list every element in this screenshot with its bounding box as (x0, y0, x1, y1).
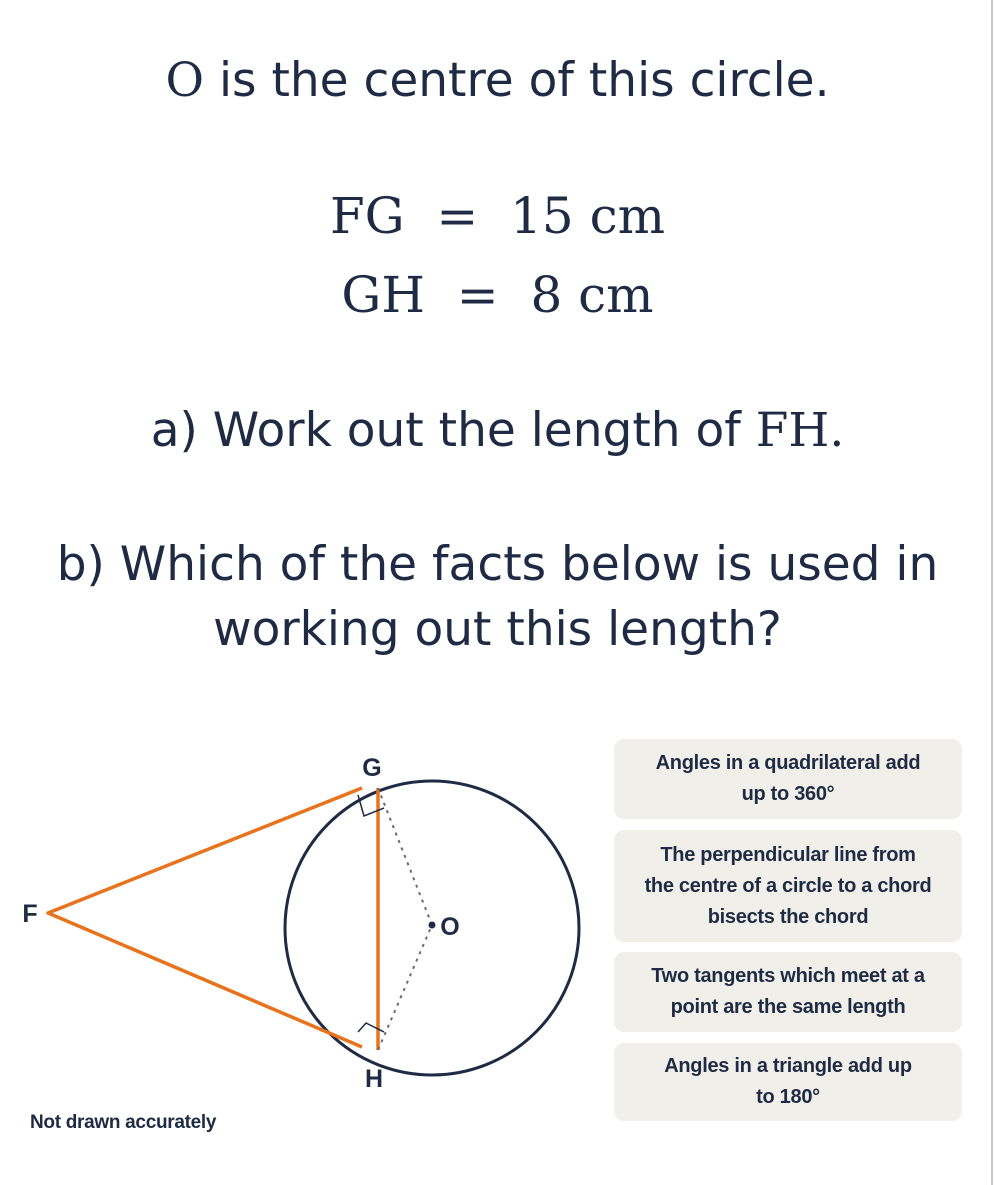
equation-fg-lhs: FG (329, 187, 405, 245)
option-line: the centre of a circle to a chord (644, 874, 932, 897)
equation-fg-unit: cm (589, 187, 666, 245)
label-o: O (440, 913, 460, 941)
right-angle-marker-h (358, 1023, 384, 1032)
equation-gh-value: 8 (530, 266, 563, 324)
centre-point (429, 922, 436, 929)
equals-sign: = (440, 266, 515, 324)
option-line: point are the same length (670, 996, 906, 1018)
intro-line (0, 48, 995, 114)
option-line: to 180° (756, 1086, 820, 1108)
equation-gh-unit: cm (578, 266, 654, 324)
part-b-question-line-2: working out this length? (213, 602, 782, 657)
option-line: Angles in a quadrilateral add (655, 752, 921, 774)
equation-fg (0, 181, 995, 251)
part-a-symbol: FH. (755, 403, 845, 458)
option-triangle-angles[interactable] (614, 1043, 962, 1121)
centre-symbol: O (165, 53, 205, 108)
option-line: The perpendicular line from (660, 843, 916, 866)
part-a-text: a) Work out the length of (150, 403, 756, 458)
part-a-question (0, 398, 995, 464)
label-h: H (364, 1065, 384, 1093)
circle-tangent-diagram (0, 740, 600, 1140)
not-drawn-accurately-note: Not drawn accurately (30, 1112, 217, 1133)
option-line: bisects the chord (707, 905, 869, 928)
equation-gh-lhs: GH (341, 266, 425, 324)
label-f: F (22, 900, 38, 928)
option-line: Two tangents which meet at a (651, 965, 925, 987)
equation-gh (0, 260, 995, 330)
tangent-lines (48, 788, 362, 1047)
radius-lines (378, 788, 432, 1050)
option-perpendicular-bisects-chord[interactable] (614, 830, 962, 942)
label-g: G (362, 754, 382, 782)
option-equal-tangents[interactable] (614, 952, 962, 1032)
equation-fg-value: 15 (510, 187, 574, 245)
equals-sign: = (420, 187, 495, 245)
part-b-question-line-1: b) Which of the facts below is used in (56, 537, 939, 592)
option-line: up to 360° (741, 783, 835, 805)
option-quadrilateral-angles[interactable] (614, 739, 962, 819)
intro-text: is the centre of this circle. (204, 53, 830, 108)
option-line: Angles in a triangle add up (664, 1055, 912, 1077)
